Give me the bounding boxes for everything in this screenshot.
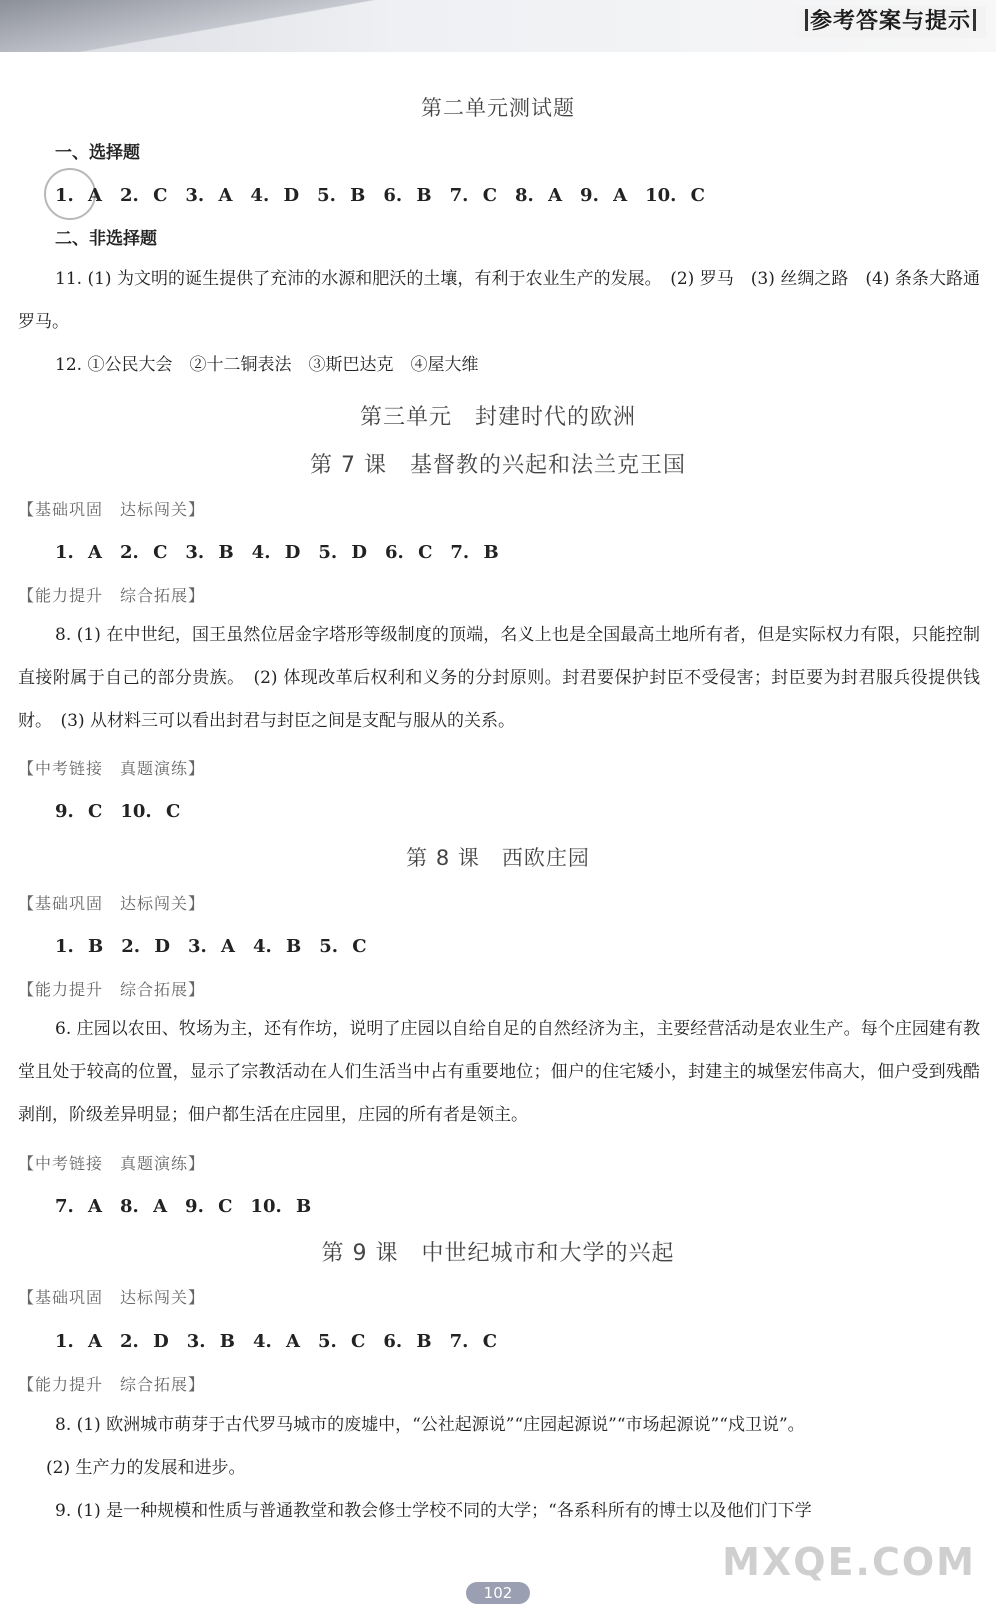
choice-answers: 1. A 2. C 3. A 4. D 5. B 6. B 7. C 8. A 9. A 10. C [55, 185, 705, 206]
lesson9-tag-basic: 【基础巩固 达标闯关】 [18, 1288, 206, 1307]
lesson9-answer-q8a: 8. (1) 欧洲城市萌芽于古代罗马城市的废墟中，“公社起源说”“庄园起源说”“市场起源说”“戍卫说”。 [55, 1415, 805, 1435]
answer-q12: 12. ①公民大会 ②十二铜表法 ③斯巴达克 ④屋大维 [55, 355, 479, 375]
lesson9-title: 第 9 课 中世纪城市和大学的兴起 [321, 1241, 675, 1266]
lesson9-answers-basic: 1. A 2. D 3. B 4. A 5. C 6. B 7. C [55, 1331, 498, 1352]
unit3-title: 第三单元 封建时代的欧洲 [359, 405, 636, 430]
unit2-test-title: 第二单元测试题 [421, 96, 575, 120]
lesson8-tag-basic: 【基础巩固 达标闯关】 [18, 894, 206, 913]
lesson8-answers-exam: 7. A 8. A 9. C 10. B [55, 1196, 312, 1217]
header-label [795, 6, 986, 38]
watermark-logo: MXQE.COM [722, 1540, 976, 1584]
lesson7-title: 第 7 课 基督教的兴起和法兰克王国 [310, 453, 686, 478]
header-bar-icon [805, 9, 808, 31]
lesson8-tag-exam: 【中考链接 真题演练】 [18, 1154, 206, 1173]
lesson8-answer-q6: 6. 庄园以农田、牧场为主，还有作坊，说明了庄园以自给自足的自然经济为主，主要经营活动是农业生产。每个庄园建有教堂且处于较高的位置，显示了宗教活动在人们生活当中占有重要地位；佃户的住宅矮小，封建主的城堡宏伟高大，佃户受到残酷剥削，阶级差异明显；佃户都生活在庄园里，庄园的所有者是领主。 [18, 1019, 980, 1125]
page-number: 102 [466, 1582, 530, 1604]
lesson7-answers-exam: 9. C 10. C [55, 801, 181, 822]
lesson7-answer-q8: 8. (1) 在中世纪，国王虽然位居金字塔形等级制度的顶端，名义上也是全国最高土地所有者，但是实际权力有限，只能控制直接附属于自己的部分贵族。 (2) 体现改革后权利和义务的分封原则。封君要保护封臣不受侵害；封臣要为封君服兵役提供钱财。 (3) 从材料三可以看出封君与封臣之间是支配与服从的关系。 [18, 625, 980, 731]
lesson9-answer-q8b: (2) 生产力的发展和进步。 [46, 1458, 246, 1478]
lesson7-answers-basic: 1. A 2. C 3. B 4. D 5. D 6. C 7. B [55, 542, 499, 563]
lesson8-answers-basic: 1. B 2. D 3. A 4. B 5. C [55, 936, 367, 957]
lesson7-tag-ability: 【能力提升 综合拓展】 [18, 586, 206, 605]
lesson7-tag-basic: 【基础巩固 达标闯关】 [18, 500, 206, 519]
lesson9-tag-ability: 【能力提升 综合拓展】 [18, 1375, 206, 1394]
answer-q11: 11. (1) 为文明的诞生提供了充沛的水源和肥沃的土壤，有利于农业生产的发展。 (2) 罗马 (3) 丝绸之路 (4) 条条大路通罗马。 [18, 269, 980, 332]
header-bar-icon [973, 9, 976, 31]
choice-heading: 一、选择题 [55, 143, 140, 163]
lesson8-tag-ability: 【能力提升 综合拓展】 [18, 980, 206, 999]
lesson9-answer-q9: 9. (1) 是一种规模和性质与普通教堂和教会修士学校不同的大学；“各系科所有的博士以及他们门下学 [55, 1501, 812, 1521]
nonchoice-heading: 二、非选择题 [55, 229, 157, 249]
header-text: 参考答案与提示 [809, 9, 971, 34]
lesson7-tag-exam: 【中考链接 真题演练】 [18, 759, 206, 778]
lesson8-title: 第 8 课 西欧庄园 [406, 846, 590, 870]
